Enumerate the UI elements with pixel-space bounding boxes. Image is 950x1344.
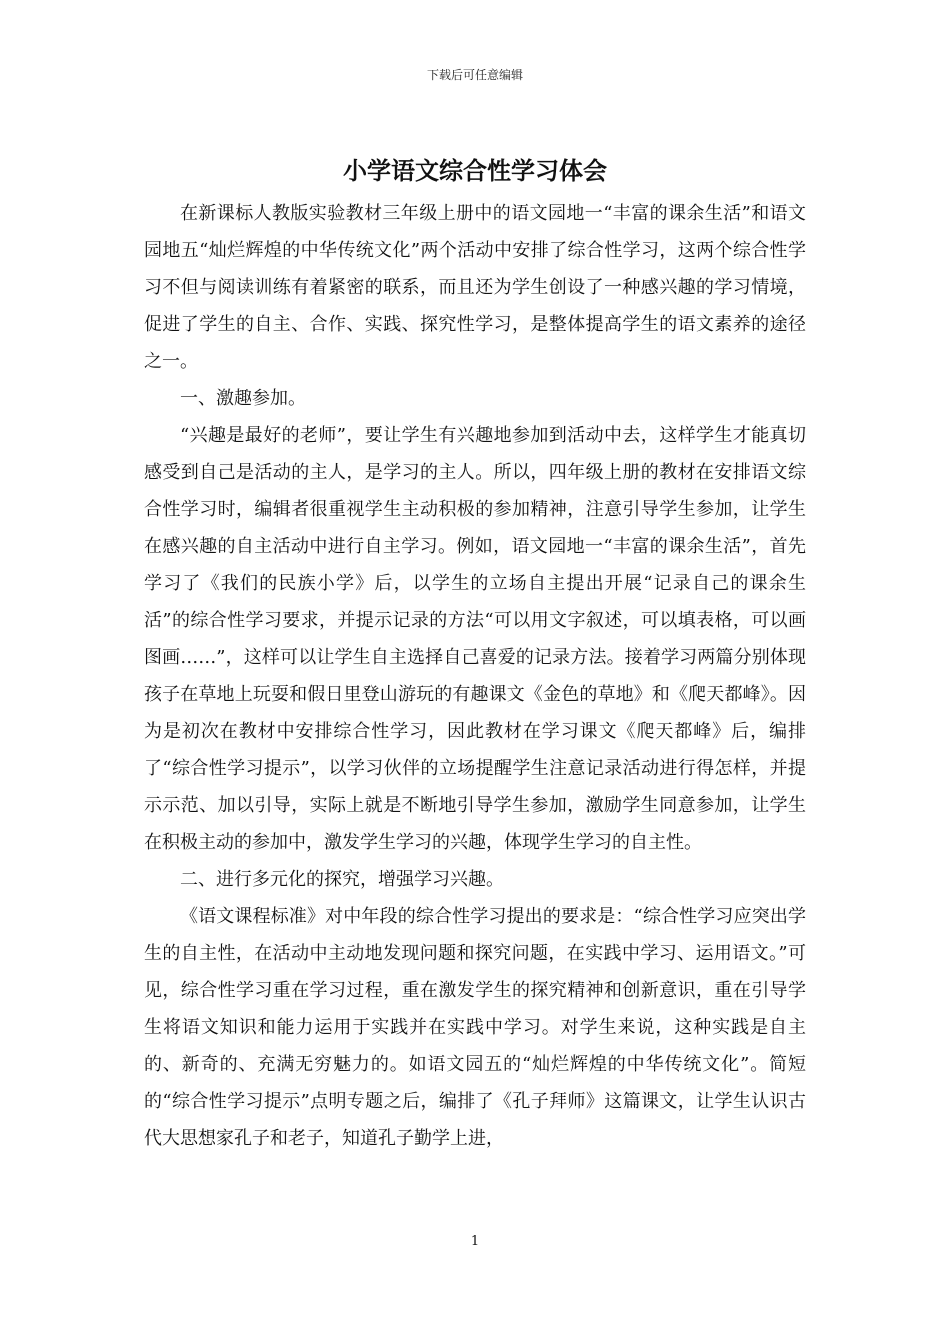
paragraph-section-2: 《语文课程标准》对中年段的综合性学习提出的要求是：“综合性学习应突出学生的自主性，在活动中主动地发现问题和探究问题，在实践中学习、运用语文。”可见，综合性学习重在学习过程，重在激发学生的探究精神和创新意识，重在引导学生将语文知识和能力运用于实践并在实践中学习。对学生来说，这种实践是自主的、新奇的、充满无穷魅力的。如语文园五的“灿烂辉煌的中华传统文化”。简短的“综合性学习提示”点明专题之后，编排了《孔子拜师》这篇课文，让学生认识古代大思想家孔子和老子，知道孔子勤学上进， [144,906,806,1149]
header-note: 下载后可任意编辑 [426,68,523,82]
document-body [144,195,806,1157]
paragraph-section-1: “兴趣是最好的老师”，要让学生有兴趣地参加到活动中去，这样学生才能真切感受到自己是活动的主人，是学习的主人。所以，四年级上册的教材在安排语文综合性学习时，编辑者很重视学生主动积极的参加精神，注意引导学生参加，让学生在感兴趣的自主活动中进行自主学习。例如，语文园地一“丰富的课余生活”，首先学习了《我们的民族小学》后，以学生的立场自主提出开展“记录自己的课余生活”的综合性学习要求，并提示记录的方法“可以用文字叙述，可以填表格，可以画图画……”，这样可以让学生自主选择自己喜爱的记录方法。接着学习两篇分别体现孩子在草地上玩耍和假日里登山游玩的有趣课文《金色的草地》和《爬天都峰》。因为是初次在教材中安排综合性学习，因此教材在学习课文《爬天都峰》后，编排了“综合性学习提示”，以学习伙伴的立场提醒学生注意记录活动进行得怎样，并提示示范、加以引导，实际上就是不断地引导学生参加，激励学生同意参加，让学生在积极主动的参加中，激发学生学习的兴趣，体现学生学习的自主性。 [144,425,806,853]
section-heading-2: 二、进行多元化的探究，增强学习兴趣。 [180,869,504,890]
page-number: 1 [470,1234,480,1249]
section-heading-1: 一、激趣参加。 [180,388,306,409]
paragraph-intro: 在新课标人教版实验教材三年级上册中的语文园地一“丰富的课余生活”和语文园地五“灿烂辉煌的中华传统文化”两个活动中安排了综合性学习，这两个综合性学习不但与阅读训练有着紧密的联系，而且还为学生创设了一种感兴趣的学习情境，促进了学生的自主、合作、实践、探究性学习，是整体提高学生的语文素养的途径之一。 [144,203,806,372]
document-title: 小学语文综合性学习体会 [343,156,607,185]
